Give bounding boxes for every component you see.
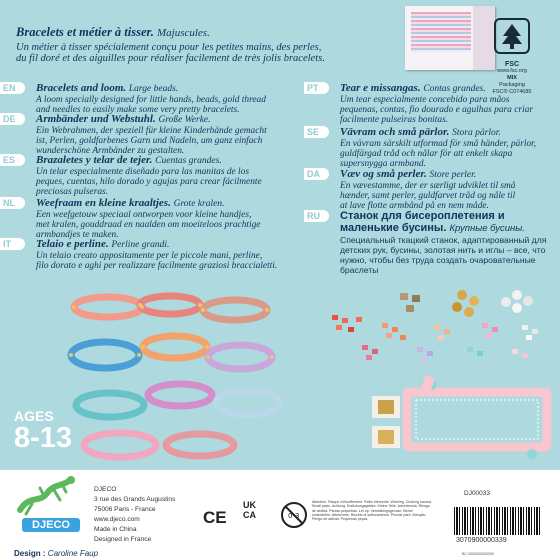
lang-desc: En vævestamme, der er særligt udviklet til små hænder, samt perler, guldfarvet tråd og nåle til at lave flotte armbånd på en nem måde. [340, 181, 516, 211]
bead [342, 318, 348, 323]
bead [392, 327, 398, 332]
lang-desc: Um tear especialmente concebido para mãos pequenas, contas, fio dourado e agulhas para criar facilmente pulseiras bonitas. [340, 95, 533, 125]
loom-knob [527, 449, 537, 459]
design-credit: Design : Caroline Faup [14, 549, 99, 558]
bracelet [84, 433, 156, 457]
bracelet [216, 391, 280, 415]
lang-it [0, 238, 300, 271]
bead [512, 290, 522, 300]
bead [427, 351, 433, 356]
lang-title: Станок для бисероплетения и маленькие бусины. Крупные бусины. [340, 210, 525, 234]
fsc-code: FSC [505, 61, 519, 68]
barcode-icon [454, 507, 542, 535]
bead [421, 357, 427, 362]
bracelet [143, 336, 207, 358]
lang-en [0, 82, 300, 115]
fsc-tree-icon [492, 16, 532, 56]
lang-title: Vävram och små pärlor. Stora pärlor. [340, 126, 501, 138]
lang-pt [304, 82, 560, 125]
lang-badge: ES [0, 154, 25, 166]
bead [526, 335, 532, 340]
age-label: AGES [14, 408, 54, 424]
fsc-license: FSC® C074685 [492, 89, 532, 95]
bead [400, 335, 406, 340]
lang-title: Tear e missangas. Contas grandes. [340, 82, 486, 94]
bead [406, 305, 414, 312]
lang-desc: Специальный ткацкий станок, адаптированный для детских рук, бусины, золотая нить и иглы – все, что нужно, чтобы без труда создать очаровательные браслеты [340, 235, 547, 275]
brand-name: DJECO [22, 518, 80, 532]
thread-spool [378, 400, 394, 414]
bead [523, 296, 533, 306]
bead [464, 307, 474, 317]
bead [348, 327, 354, 332]
lang-da [304, 168, 560, 211]
bead [434, 325, 440, 330]
bead [417, 347, 423, 352]
bracelet [166, 434, 234, 456]
bead [336, 325, 342, 330]
bead [386, 333, 392, 338]
header-description: Un métier à tisser spécialement conçu pour les petites mains, des perles, du fil doré et des aiguilles pour réaliser facilement de très jolis bracelets. [16, 42, 325, 64]
lang-badge: PT [304, 82, 329, 94]
lang-es [0, 154, 300, 197]
small-print: BC 0000000000000 [462, 552, 494, 556]
bead [356, 317, 362, 322]
bead [469, 296, 479, 306]
lang-badge: RU [304, 210, 329, 222]
bead [452, 302, 462, 312]
lang-nl [0, 197, 300, 240]
bead [362, 345, 368, 350]
lang-badge: IT [0, 238, 25, 250]
fsc-mix: MIX [507, 75, 517, 81]
lang-desc: A loom specially designed for little hands, beads, gold thread and needles to easily make some very pretty bracelets. [36, 95, 266, 115]
lang-title: Bracelets and loom. Large beads. [36, 82, 179, 94]
svg-text:0-3: 0-3 [288, 512, 300, 520]
bead [532, 329, 538, 334]
header-title: Bracelets et métier à tisser. Majuscules. [16, 25, 210, 39]
ce-mark-icon: CE [203, 508, 227, 527]
loom-image [372, 372, 552, 472]
bead [400, 293, 408, 300]
lang-badge: NL [0, 197, 25, 209]
lang-badge: DA [304, 168, 329, 180]
bead [492, 327, 498, 332]
bead [501, 297, 511, 307]
lang-desc: En vävram särskilt utformad för små händer, pärlor, guldfärgad tråd och nålar för att enkelt skapa supersnygga armband. [340, 139, 537, 169]
age-range: 8-13 [14, 422, 73, 454]
age-warning-icon [281, 502, 307, 528]
bead [482, 323, 488, 328]
bead [412, 295, 420, 302]
bead [522, 353, 528, 358]
ukca-mark-icon: UK CA [243, 500, 256, 520]
bracelet [74, 297, 142, 317]
lang-desc: Un telar especialmente diseñado para las manitas de los peques, cuentas, hilo dorado y agujas para crear fácilmente preciosas pulseras. [36, 167, 262, 197]
bead [467, 347, 473, 352]
bracelet [208, 345, 272, 369]
booklet-pattern [411, 12, 471, 52]
bead [512, 303, 522, 313]
bead [522, 325, 528, 330]
loom-weave [416, 400, 538, 439]
bracelet [203, 300, 267, 320]
bracelet [148, 384, 212, 406]
lang-title: Telaio e perline. Perline grandi. [36, 238, 170, 250]
warning-text: Attention. Risque d'étouffement. Petits éléments. Warning. Choking hazard. Small parts. Achtung. Erstickungsgefahr. Kleine Teile. Advertencia. Riesgo de asfixia. Piezas pequeñas. Let op. Verstikkingsgevaar. Kleine onderdelen. Attenzione. Rischio di soffocamento. Piccole parti. Atenção. Perigo de asfixia. Pequenas peças. [312, 500, 432, 522]
bead [477, 351, 483, 356]
age-badge [14, 408, 72, 452]
bracelet [76, 393, 144, 417]
bead [372, 349, 378, 354]
bead [382, 323, 388, 328]
bead [486, 333, 492, 338]
lang-badge: SE [304, 126, 329, 138]
bead [444, 329, 450, 334]
header [16, 25, 386, 64]
lang-desc: Een weefgetouw speciaal ontworpen voor kleine handjes, met kralen, gouddraad en naalden om moeiteloos prachtige armbandjes te maken. [36, 210, 261, 240]
barcode-number: 3070900000339 [456, 537, 507, 544]
fsc-url: www.fsc.org [497, 68, 527, 74]
lang-title: Væv og små perler. Store perler. [340, 168, 477, 180]
bead [512, 349, 518, 354]
lizard-icon [10, 474, 84, 520]
lang-badge: DE [0, 113, 25, 125]
lang-se [304, 126, 560, 169]
fsc-packaging: Packaging [499, 82, 525, 88]
lang-ru [304, 210, 560, 275]
lang-title: Brazaletes y telar de tejer. Cuentas grandes. [36, 154, 222, 166]
footer [0, 470, 560, 560]
lang-desc: Ein Webrahmen, der speziell für kleine Kinderhände gemacht ist, Perlen, goldfarbenes Garn und Nadeln, um ganz einfach wunderschöne Armbänder zu gestalten. [36, 126, 267, 156]
djeco-logo [10, 474, 84, 538]
lang-desc: Un telaio creato appositamente per le piccole mani, perline, filo dorato e aghi per realizzare facilmente graziosi braccialetti. [36, 251, 278, 271]
bead [471, 357, 477, 362]
lang-de [0, 113, 300, 156]
bead [366, 355, 372, 360]
thread-spool [378, 430, 394, 444]
bead [438, 335, 444, 340]
product-code: DJ00033 [464, 490, 491, 497]
bracelets-image [60, 285, 300, 465]
bracelet [71, 342, 139, 368]
beads-image [322, 285, 552, 375]
company-address: DJECO 3 rue des Grands Augustins 75006 Paris - France www.djeco.com Made in China Designed in France [94, 486, 176, 543]
bracelet [140, 296, 200, 314]
lang-title: Weefraam en kleine kraaltjes. Grote kralen. [36, 197, 225, 209]
lang-title: Armbänder und Webstuhl. Große Werke. [36, 113, 211, 125]
bead [332, 315, 338, 320]
bead [457, 290, 467, 300]
lang-badge: EN [0, 82, 25, 94]
